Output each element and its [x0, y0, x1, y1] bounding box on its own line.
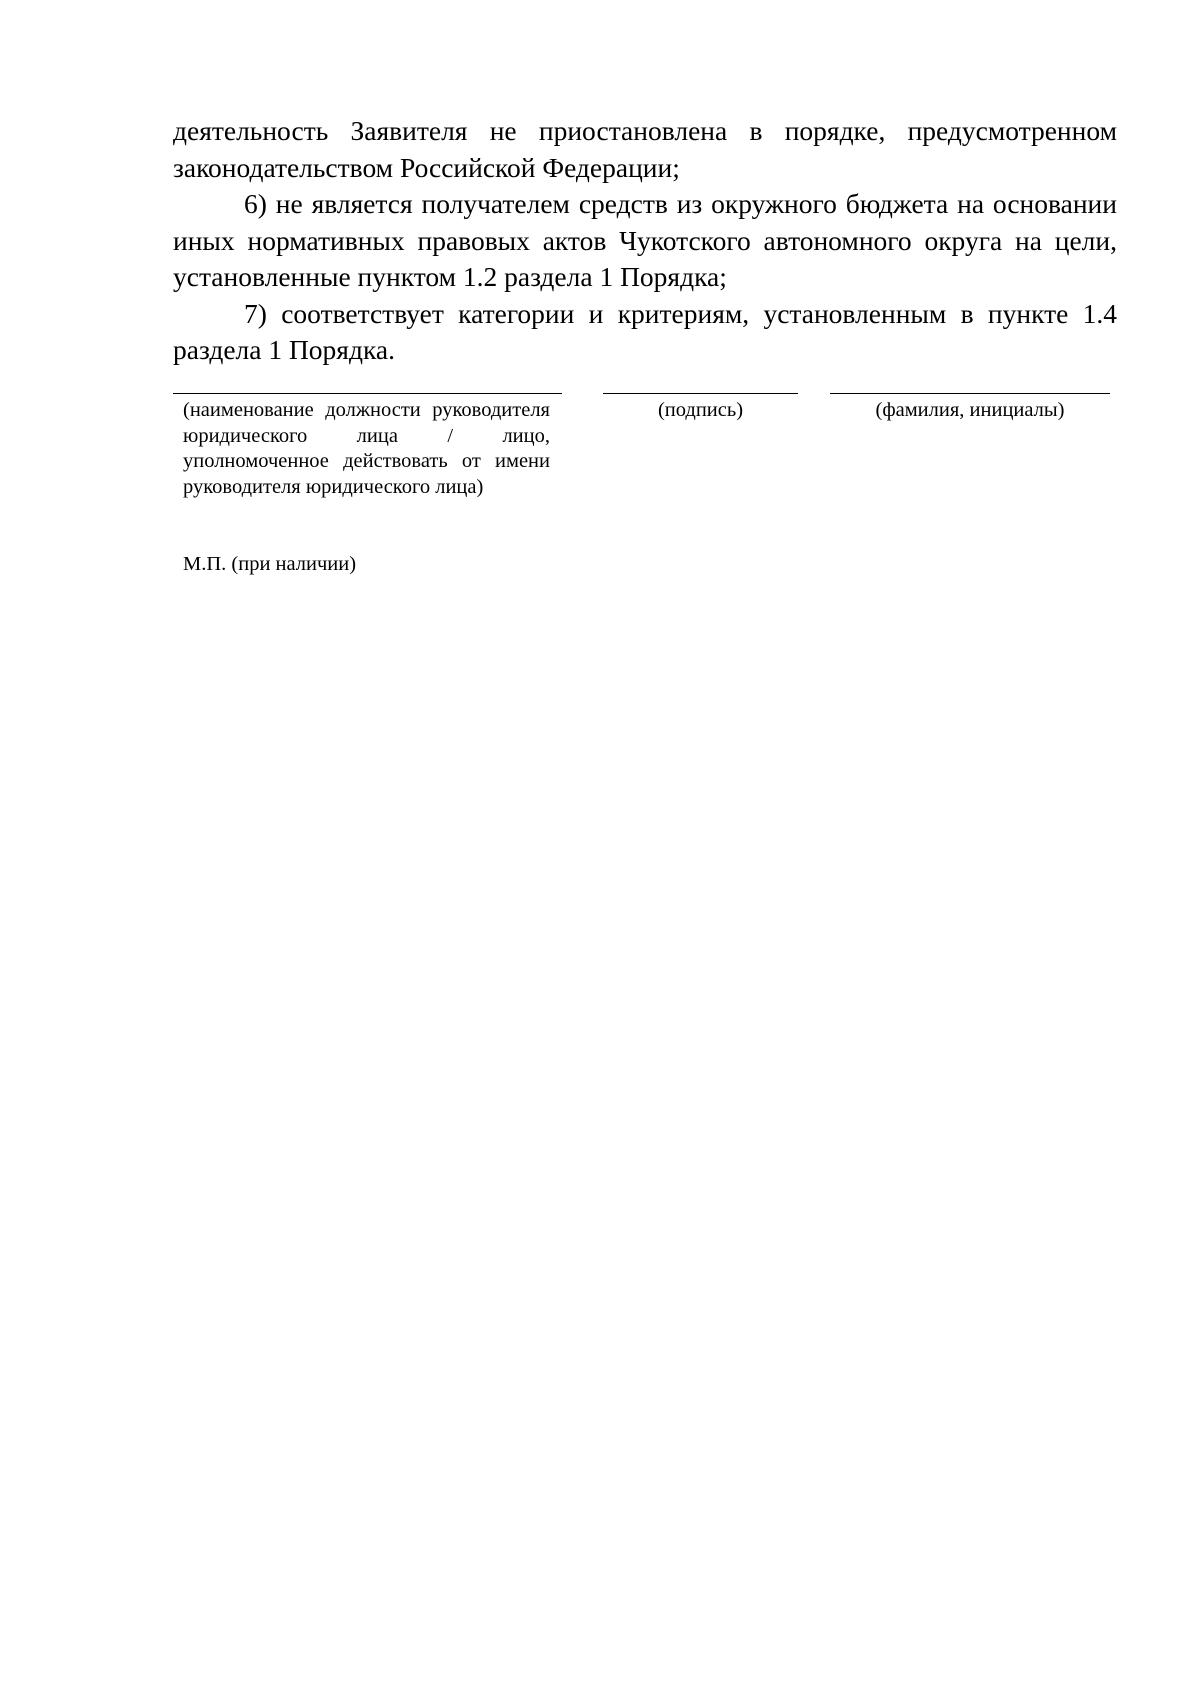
name-signature-line — [830, 393, 1110, 394]
body-text — [173, 113, 1117, 369]
signature-caption: (подпись) — [657, 399, 744, 421]
name-caption: (фамилия, инициалы) — [875, 399, 1065, 421]
paragraph-item-6: 6) не является получателем средств из окружного бюджета на основании иных нормативных правовых актов Чукотского автономного округа на цели, установленные пунктом 1.2 раздела 1 Порядка; — [173, 188, 1117, 292]
paragraph-activity-not-suspended: деятельность Заявителя не приостановлена в порядке, предусмотренном законодательством Российской Федерации; — [173, 115, 1117, 183]
paragraph-item-7: 7) соответствует категории и критериям, установленным в пункте 1.4 раздела 1 Порядка. — [173, 297, 1117, 365]
signature-line — [603, 393, 798, 394]
position-signature-line — [173, 393, 562, 394]
position-caption: (наименование должности руководителя юридического лица / лицо, уполномоченное действовать от имени руководителя юридического лица) — [183, 399, 550, 498]
seal-note: М.П. (при наличии) — [183, 553, 357, 575]
